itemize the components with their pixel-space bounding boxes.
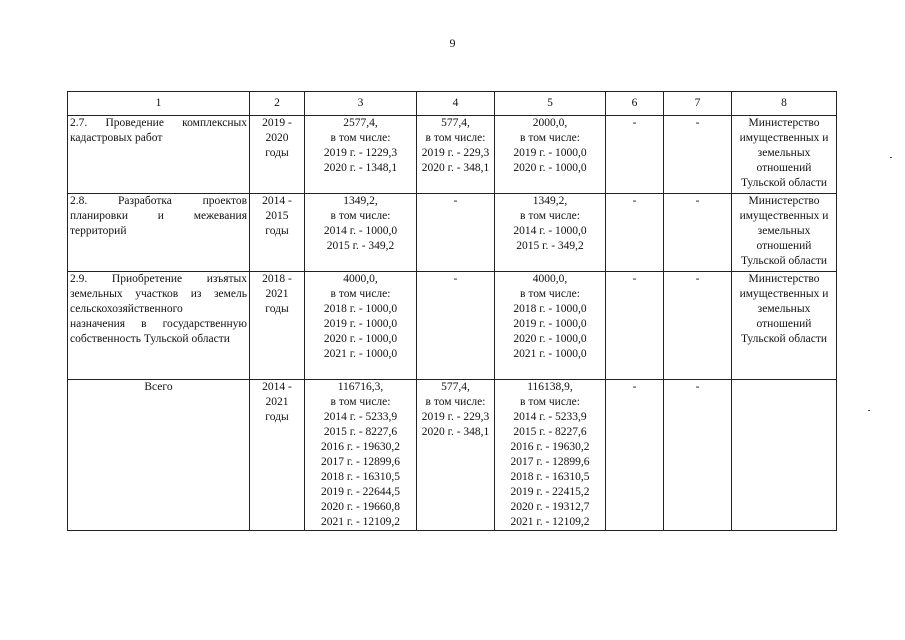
total-row: [68, 380, 837, 531]
federal-funding: -: [417, 194, 495, 272]
col-6-value: -: [606, 272, 664, 380]
federal-funding: 577,4, в том числе: 2019 г. - 229,3 2020 г. - 348,1: [417, 116, 495, 194]
header-row: [68, 92, 837, 116]
table-row: [68, 116, 837, 194]
measure-name: 2.8. Разработка проектов планировки и межевания территорий: [68, 194, 250, 272]
col-7-value: -: [664, 194, 732, 272]
regional-funding: 2000,0, в том числе: 2019 г. - 1000,0 2020 г. - 1000,0: [495, 116, 606, 194]
col-6-value: -: [606, 116, 664, 194]
col-6-value: -: [606, 380, 664, 531]
federal-funding: -: [417, 272, 495, 380]
period: 2019 - 2020 годы: [250, 116, 305, 194]
scan-mark: [868, 410, 870, 411]
col-7-value: -: [664, 380, 732, 531]
measure-name: 2.9. Приобретение изъятых земельных участков из земель сельскохозяйственного назначения в государственную собственность Тульской области: [68, 272, 250, 380]
total-label: Всего: [68, 380, 250, 531]
header-col-6: 6: [606, 92, 664, 116]
period: 2018 - 2021 годы: [250, 272, 305, 380]
scan-mark: [890, 157, 892, 158]
header-col-4: 4: [417, 92, 495, 116]
responsible-body-empty: [732, 380, 837, 531]
col-6-value: -: [606, 194, 664, 272]
regional-funding: 1349,2, в том числе: 2014 г. - 1000,0 2015 г. - 349,2: [495, 194, 606, 272]
total-funding: 1349,2, в том числе: 2014 г. - 1000,0 2015 г. - 349,2: [305, 194, 417, 272]
header-col-3: 3: [305, 92, 417, 116]
total-funding: 116716,3, в том числе: 2014 г. - 5233,9 2015 г. - 8227,6 2016 г. - 19630,2 2017 г. - 12899,6 2018 г. - 16310,5 2019 г. - 22644,5 2020 г. - 19660,8 2021 г. - 12109,2: [305, 380, 417, 531]
header-col-2: 2: [250, 92, 305, 116]
period: 2014 - 2021 годы: [250, 380, 305, 531]
total-funding: 2577,4, в том числе: 2019 г. - 1229,3 2020 г. - 1348,1: [305, 116, 417, 194]
regional-funding: 4000,0, в том числе: 2018 г. - 1000,0 2019 г. - 1000,0 2020 г. - 1000,0 2021 г. - 1000,0: [495, 272, 606, 380]
header-col-1: 1: [68, 92, 250, 116]
regional-funding: 116138,9, в том числе: 2014 г. - 5233,9 2015 г. - 8227,6 2016 г. - 19630,2 2017 г. - 12899,6 2018 г. - 16310,5 2019 г. - 22415,2 2020 г. - 19312,7 2021 г. - 12109,2: [495, 380, 606, 531]
total-funding: 4000,0, в том числе: 2018 г. - 1000,0 2019 г. - 1000,0 2020 г. - 1000,0 2021 г. - 1000,0: [305, 272, 417, 380]
responsible-body: Министерство имущественных и земельных отношений Тульской области: [732, 272, 837, 380]
table-row: [68, 194, 837, 272]
table-row: [68, 272, 837, 380]
header-col-5: 5: [495, 92, 606, 116]
program-funding-table: [67, 91, 837, 531]
header-col-7: 7: [664, 92, 732, 116]
page-number: 9: [449, 36, 456, 50]
responsible-body: Министерство имущественных и земельных отношений Тульской области: [732, 116, 837, 194]
header-col-8: 8: [732, 92, 837, 116]
period: 2014 - 2015 годы: [250, 194, 305, 272]
measure-name: 2.7. Проведение комплексных кадастровых работ: [68, 116, 250, 194]
federal-funding: 577,4, в том числе: 2019 г. - 229,3 2020 г. - 348,1: [417, 380, 495, 531]
col-7-value: -: [664, 272, 732, 380]
responsible-body: Министерство имущественных и земельных отношений Тульской области: [732, 194, 837, 272]
col-7-value: -: [664, 116, 732, 194]
